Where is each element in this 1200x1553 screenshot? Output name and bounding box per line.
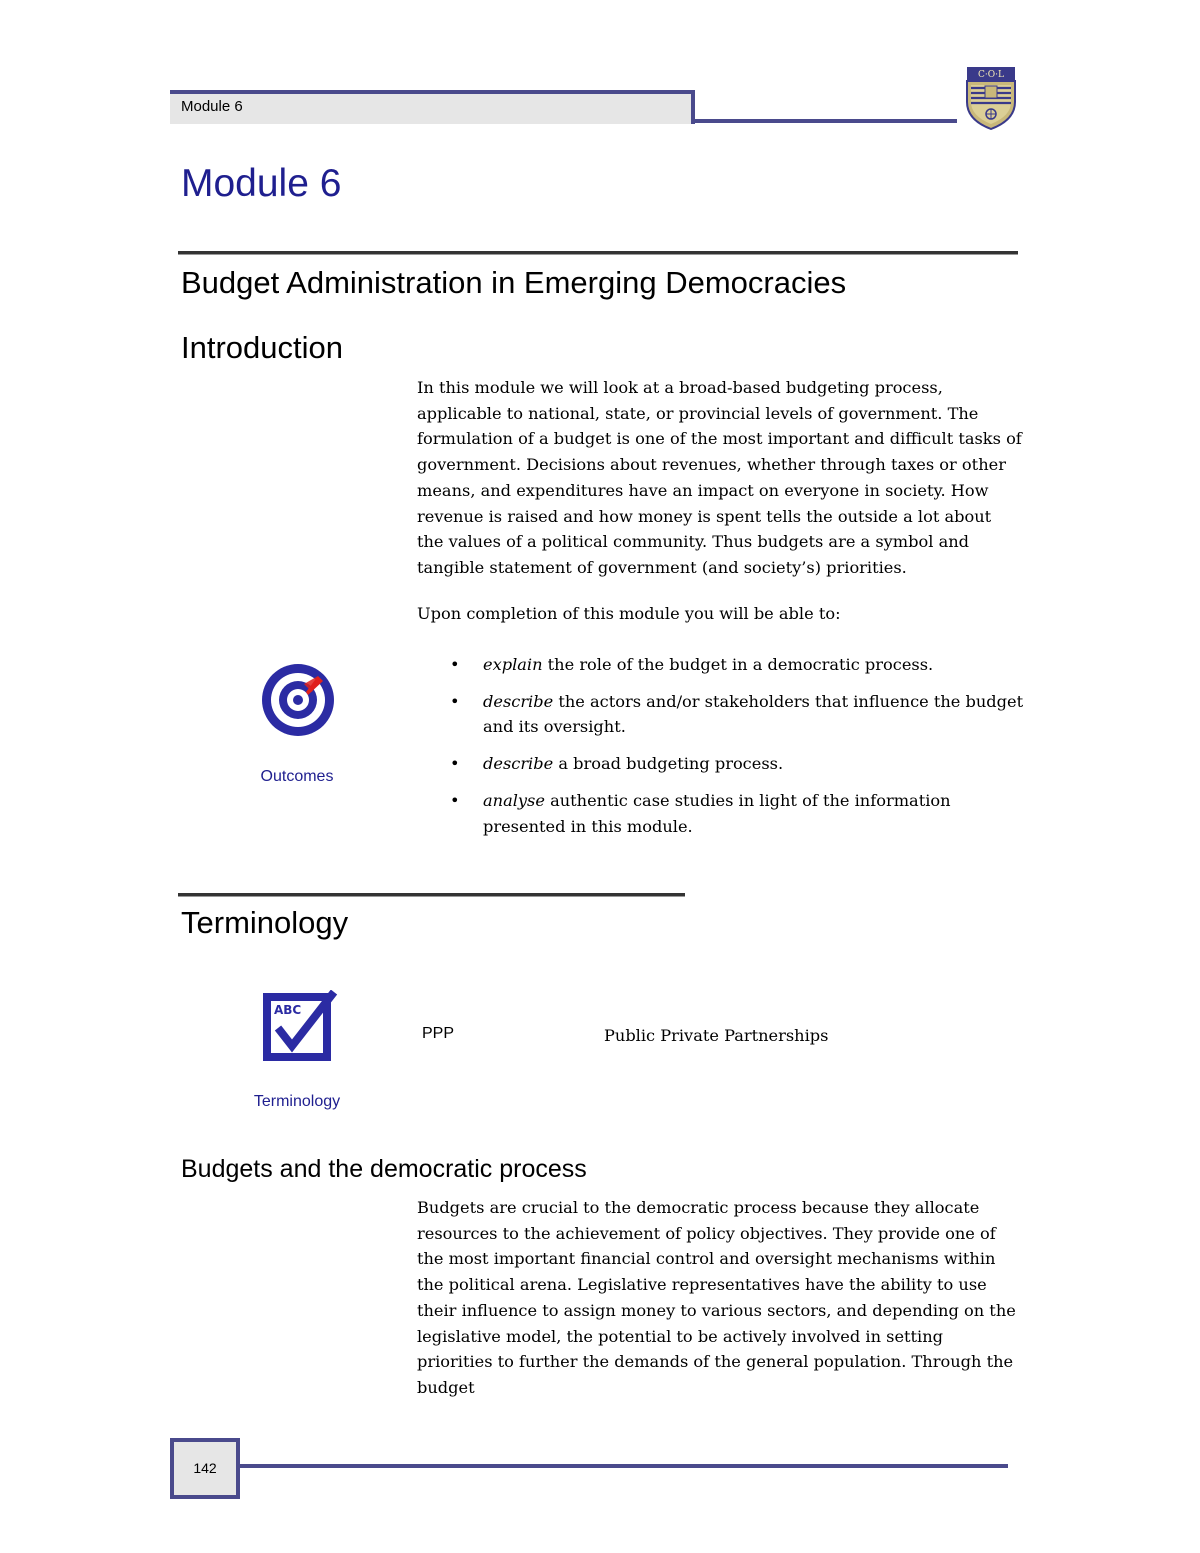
terminology-heading: Terminology [181,905,349,940]
term-definition: Public Private Partnerships [604,1026,829,1045]
outcome-text: the actors and/or stakeholders that influence the budget and its oversight. [483,691,1024,737]
list-item: • describe a broad budgeting process. [450,754,784,774]
budgets-paragraph: Budgets are crucial to the democratic process because they allocate resources to the achievement of policy objectives. They provide one of the most important financial control and oversight mechanisms within the political arena. Legislative representatives have the ability to use their influence to assign money to various sectors, and depending on the legislative model, the potential to be actively involved in setting priorities to further the demands of the general population. Through the budget [417,1198,1016,1397]
target-icon [260,662,336,738]
outcome-verb: describe [483,754,554,774]
outcome-text: the role of the budget in a democratic process. [542,655,934,674]
checkbox-abc-icon [262,990,338,1062]
outcome-text: a broad budgeting process. [553,754,784,774]
page-title: Module 6 [181,162,342,205]
module-subtitle: Budget Administration in Emerging Democracies [181,265,847,300]
outcomes-lead-in: Upon completion of this module you will be able to: [417,604,841,623]
terminology-caption: Terminology [253,1093,341,1110]
crest-text: C·O·L [978,70,1004,80]
outcomes-list [450,652,1025,850]
footer-rule [236,1464,1008,1468]
header-module-label: Module 6 [181,98,243,115]
term-icon-text: ABC [274,1003,302,1017]
title-divider [178,251,1018,255]
col-crest-logo [962,66,1020,130]
terminology-divider [178,893,685,897]
header-rule [691,119,957,123]
page-number: 142 [193,1460,217,1476]
outcome-verb: analyse [483,790,545,810]
outcome-verb: describe [483,691,554,711]
outcome-text: authentic case studies in light of the information presented in this module. [483,790,951,836]
header-tab [170,90,695,124]
list-item: • explain the role of the budget in a democratic process. [450,655,934,674]
list-item: • describe the actors and/or stakeholders that influence the budget and its oversight. [450,691,1024,737]
introduction-paragraph: In this module we will look at a broad-based budgeting process, applicable to national, state, or provincial levels of government. The formulation of a budget is one of the most important and difficult tasks of government. Decisions about revenues, whether through taxes or other means, and expenditures have an impact on everyone in society. How revenue is raised and how money is spent tells the outside a lot about the values of a political community. Thus budgets are a symbol and tangible statement of government (and society’s) priorities. [417,378,1022,577]
introduction-heading: Introduction [181,330,343,365]
term-abbreviation: PPP [422,1025,455,1042]
outcomes-caption: Outcomes [260,768,334,785]
budgets-heading: Budgets and the democratic process [181,1155,587,1183]
list-item: • analyse authentic case studies in light of the information presented in this module. [450,790,951,836]
outcome-verb: explain [483,655,543,674]
